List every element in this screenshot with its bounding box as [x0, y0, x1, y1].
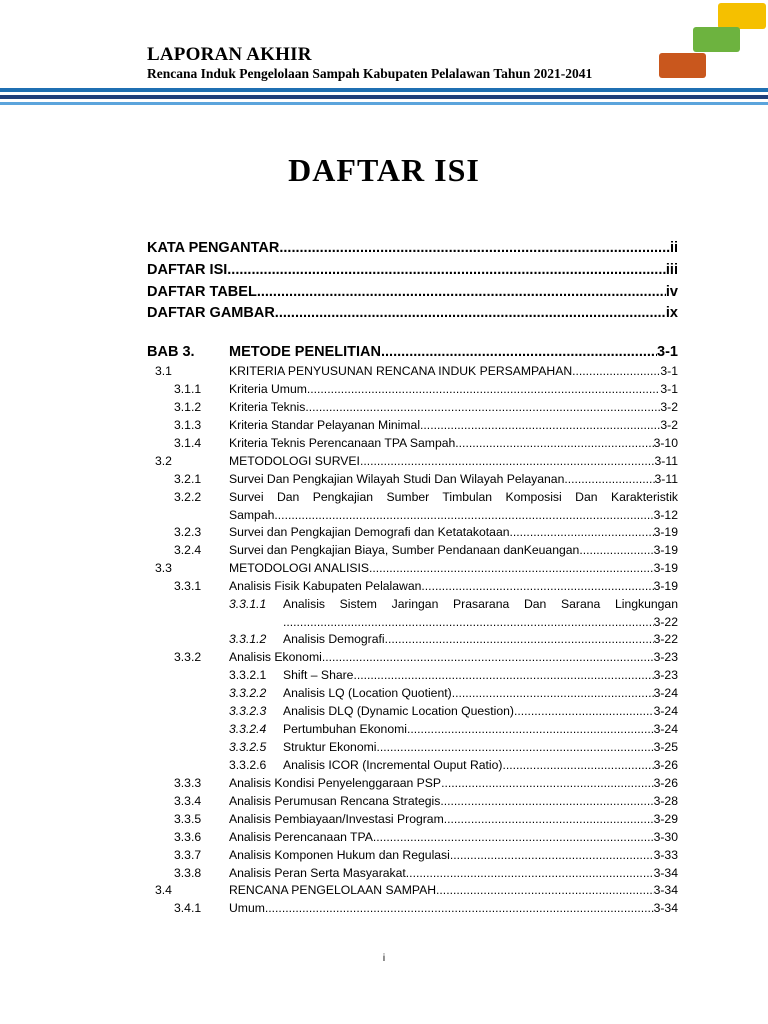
document-title: DAFTAR ISI [288, 152, 480, 188]
toc-leader-dots [305, 400, 660, 414]
toc-entry[interactable] [174, 490, 678, 504]
toc-entry-page: 3-33 [653, 848, 678, 862]
toc-entry-number: 3.3 [155, 561, 172, 575]
toc-entry-number: 3.3.2 [174, 650, 202, 664]
toc-leader-dots [385, 632, 654, 646]
toc-leader-dots [322, 650, 654, 664]
toc-entry-number: 3.1.4 [174, 436, 202, 450]
toc-entry-page: 3-26 [653, 758, 678, 772]
toc-entry-text: Analisis DLQ (Dynamic Location Question) [283, 704, 514, 718]
toc-entry[interactable] [174, 472, 678, 486]
toc-entry-number: 3.4.1 [174, 901, 202, 915]
toc-entry-page: 3-1 [660, 364, 678, 378]
toc-entry-number: 3.2 [155, 454, 172, 468]
toc-entry-page: 3-2 [660, 418, 678, 432]
report-subtitle: Rencana Induk Pengelolaan Sampah Kabupaten Pelalawan Tahun 2021-2041 [147, 66, 593, 81]
toc-entry-text: Analisis Perumusan Rencana Strategis [229, 794, 441, 808]
toc-leader-dots [420, 418, 660, 432]
toc-leader-dots [407, 722, 654, 736]
toc-entry-text: Analisis Perencanaan TPA [229, 830, 373, 844]
toc-leader-dots [257, 284, 666, 300]
toc-entry[interactable] [229, 740, 678, 754]
toc-entry-page: 3-34 [653, 883, 678, 897]
toc-entry-page: 3-34 [653, 866, 678, 880]
toc-leader-dots [275, 305, 666, 321]
toc-entry-text: Analisis Ekonomi [229, 650, 322, 664]
toc-entry[interactable] [174, 866, 678, 880]
toc-entry[interactable] [229, 668, 678, 682]
toc-entry-continuation[interactable] [283, 615, 678, 629]
toc-entry-text: Shift – Share [283, 668, 354, 682]
toc-entry-number: 3.3.2.2 [229, 686, 267, 700]
toc-entry[interactable] [174, 525, 678, 539]
toc-item-page: ii [669, 240, 678, 256]
toc-entry-number: 3.2.1 [174, 472, 202, 486]
toc-entry-text: Kriteria Umum [229, 382, 307, 396]
toc-entry-number: 3.3.4 [174, 794, 202, 808]
toc-entry[interactable] [229, 686, 678, 700]
toc-entry-number: 3.3.8 [174, 866, 202, 880]
toc-entry[interactable] [229, 722, 678, 736]
toc-entry-number: 3.3.2.3 [229, 704, 267, 718]
toc-entry-text: Struktur Ekonomi [283, 740, 377, 754]
toc-entry[interactable] [174, 436, 678, 450]
toc-leader-dots [514, 704, 654, 718]
toc-entry-text: Analisis Sistem Jaringan Prasarana Dan Sarana Lingkungan [283, 597, 678, 611]
toc-entry-text: Analisis Kondisi Penyelenggaraan PSP [229, 776, 442, 790]
logo-green-block [693, 27, 740, 52]
toc-entry-page: 3-10 [653, 436, 678, 450]
toc-entry-text-continued: Sampah [229, 508, 275, 522]
toc-entry-text: Survei Dan Pengkajian Sumber Timbulan Komposisi Dan Karakteristik [229, 490, 678, 504]
toc-entry-page: 3-28 [653, 794, 678, 808]
toc-entry-continuation[interactable] [229, 508, 678, 522]
toc-entry-number: 3.3.1.2 [229, 632, 267, 646]
toc-chapter-page: 3-1 [657, 344, 678, 360]
toc-entry[interactable] [229, 597, 678, 611]
toc-leader-dots [353, 668, 653, 682]
toc-leader-dots [279, 240, 670, 256]
toc-entry-text: Survei Dan Pengkajian Wilayah Studi Dan Wilayah Pelayanan [229, 472, 565, 486]
toc-entry-page: 3-11 [654, 454, 678, 468]
toc-entry[interactable] [174, 543, 678, 557]
toc-entry-number: 3.3.2.6 [229, 758, 267, 772]
toc-entry-text: Pertumbuhan Ekonomi [283, 722, 407, 736]
toc-entry-number: 3.1.3 [174, 418, 202, 432]
report-title: LAPORAN AKHIR [147, 44, 312, 65]
toc-front-matter-item[interactable] [147, 240, 678, 256]
toc-entry-page: 3-19 [653, 561, 678, 575]
toc-leader-dots [441, 776, 654, 790]
toc-entry[interactable] [174, 382, 678, 396]
toc-entry-number: 3.1.2 [174, 400, 202, 414]
toc-leader-dots [227, 262, 666, 278]
toc-entry[interactable] [229, 758, 678, 772]
toc-leader-dots [440, 794, 653, 808]
toc-leader-dots [579, 543, 653, 557]
toc-leader-dots [307, 382, 661, 396]
toc-entry-page: 3-24 [653, 704, 678, 718]
toc-item-text: KATA PENGANTAR [147, 240, 280, 256]
header-stripe-middle [0, 95, 768, 99]
toc-entry-number: 3.2.2 [174, 490, 202, 504]
toc-entry-number: 3.3.1 [174, 579, 202, 593]
toc-entry-page: 3-22 [653, 632, 678, 646]
toc-entry-number: 3.3.2.5 [229, 740, 267, 754]
toc-entry-number: 3.3.6 [174, 830, 202, 844]
header-stripe-bottom [0, 102, 768, 105]
toc-entry-page: 3-22 [653, 615, 678, 629]
toc-chapter[interactable] [147, 344, 678, 360]
toc-leader-dots [450, 848, 654, 862]
toc-leader-dots [436, 883, 654, 897]
toc-leader-dots [376, 740, 653, 754]
toc-entry[interactable] [155, 561, 678, 575]
toc-item-text: DAFTAR ISI [147, 262, 228, 278]
toc-front-matter-item[interactable] [147, 284, 678, 300]
toc-entry[interactable] [155, 364, 678, 378]
toc-entry-page: 3-11 [654, 472, 678, 486]
toc-leader-dots [444, 812, 654, 826]
toc-leader-dots [369, 561, 654, 575]
header-stripe-top [0, 88, 768, 92]
toc-entry-text: Analisis Komponen Hukum dan Regulasi [229, 848, 450, 862]
toc-entry-text: Kriteria Teknis [229, 400, 306, 414]
toc-entry-text: Analisis Demografi [283, 632, 385, 646]
toc-entry-text: Survei dan Pengkajian Demografi dan Ketatakotaan [229, 525, 510, 539]
toc-entry-text: RENCANA PENGELOLAAN SAMPAH [229, 883, 437, 897]
toc-entry[interactable] [155, 883, 678, 897]
toc-entry-page: 3-24 [653, 686, 678, 700]
toc-leader-dots [274, 508, 653, 522]
toc-item-page: iv [665, 284, 678, 300]
toc-entry-text: Kriteria Teknis Perencanaan TPA Sampah [229, 436, 456, 450]
toc-entry-text: METODOLOGI SURVEI [229, 454, 360, 468]
toc-item-text: DAFTAR GAMBAR [147, 305, 275, 321]
toc-entry-text: Analisis Peran Serta Masyarakat [229, 866, 406, 880]
toc-entry[interactable] [229, 632, 678, 646]
logo-yellow-block [718, 3, 766, 29]
toc-entry-number: 3.4 [155, 883, 172, 897]
toc-entry[interactable] [155, 454, 678, 468]
toc-entry[interactable] [174, 901, 678, 915]
toc-entry-page: 3-30 [653, 830, 678, 844]
toc-entry-number: 3.3.7 [174, 848, 202, 862]
toc-entry[interactable] [174, 418, 678, 432]
toc-entry-number: 3.2.3 [174, 525, 202, 539]
toc-entry-page: 3-29 [653, 812, 678, 826]
toc-entry-number: 3.2.4 [174, 543, 202, 557]
toc-front-matter-item[interactable] [147, 305, 678, 321]
toc-entry-number: 3.1 [155, 364, 172, 378]
toc-entry[interactable] [229, 704, 678, 718]
toc-leader-dots [421, 579, 653, 593]
toc-entry-number: 3.3.2.1 [229, 668, 267, 682]
toc-entry-page: 3-19 [653, 543, 678, 557]
toc-item-text: DAFTAR TABEL [147, 284, 257, 300]
toc-entry[interactable] [174, 776, 678, 790]
toc-entry-page: 3-1 [660, 382, 678, 396]
toc-item-page: iii [665, 262, 678, 278]
toc-item-page: ix [665, 305, 678, 321]
toc-leader-dots [360, 454, 655, 468]
toc-entry-text: Kriteria Standar Pelayanan Minimal [229, 418, 421, 432]
toc-leader-dots [452, 686, 654, 700]
toc-chapter-number: BAB 3. [147, 344, 195, 360]
toc-entry-page: 3-34 [653, 901, 678, 915]
toc-entry-page: 3-19 [653, 525, 678, 539]
toc-leader-dots [572, 364, 660, 378]
toc-entry-page: 3-19 [653, 579, 678, 593]
toc-leader-dots [406, 866, 654, 880]
toc-entry-page: 3-25 [653, 740, 678, 754]
toc-entry-text: KRITERIA PENYUSUNAN RENCANA INDUK PERSAMPAHAN [229, 364, 573, 378]
toc-leader-dots [502, 758, 653, 772]
toc-leader-dots [455, 436, 653, 450]
toc-entry-page: 3-26 [653, 776, 678, 790]
toc-entry-text: METODOLOGI ANALISIS [229, 561, 369, 575]
logo-orange-block [659, 53, 706, 78]
toc-entry-text: Analisis Pembiayaan/Investasi Program [229, 812, 444, 826]
toc-leader-dots [283, 615, 654, 629]
toc-leader-dots [381, 344, 657, 360]
toc-entry[interactable] [174, 830, 678, 844]
toc-entry-text: Analisis ICOR (Incremental Ouput Ratio) [283, 758, 503, 772]
toc-chapter-text: METODE PENELITIAN [229, 344, 381, 360]
toc-entry[interactable] [174, 848, 678, 862]
toc-entry-text: Analisis LQ (Location Quotient) [283, 686, 452, 700]
toc-entry[interactable] [174, 812, 678, 826]
toc-entry[interactable] [174, 579, 678, 593]
toc-entry-number: 3.1.1 [174, 382, 202, 396]
toc-entry-page: 3-12 [653, 508, 678, 522]
page-number: i [382, 953, 386, 964]
toc-entry[interactable] [174, 400, 678, 414]
toc-entry-text: Survei dan Pengkajian Biaya, Sumber Pendanaan danKeuangan [229, 543, 580, 557]
toc-entry-number: 3.3.5 [174, 812, 202, 826]
toc-entry[interactable] [174, 794, 678, 808]
toc-leader-dots [265, 901, 654, 915]
toc-entry-page: 3-24 [653, 722, 678, 736]
toc-entry-number: 3.3.1.1 [229, 597, 267, 611]
toc-entry-page: 3-23 [653, 668, 678, 682]
toc-leader-dots [510, 525, 654, 539]
toc-entry-page: 3-2 [660, 400, 678, 414]
toc-leader-dots [564, 472, 654, 486]
toc-entry-number: 3.3.3 [174, 776, 202, 790]
toc-entry-page: 3-23 [653, 650, 678, 664]
toc-entry-text: Analisis Fisik Kabupaten Pelalawan [229, 579, 422, 593]
toc-leader-dots [373, 830, 654, 844]
toc-entry-number: 3.3.2.4 [229, 722, 267, 736]
toc-entry-text: Umum [229, 901, 265, 915]
toc-front-matter-item[interactable] [147, 262, 678, 278]
toc-entry[interactable] [174, 650, 678, 664]
